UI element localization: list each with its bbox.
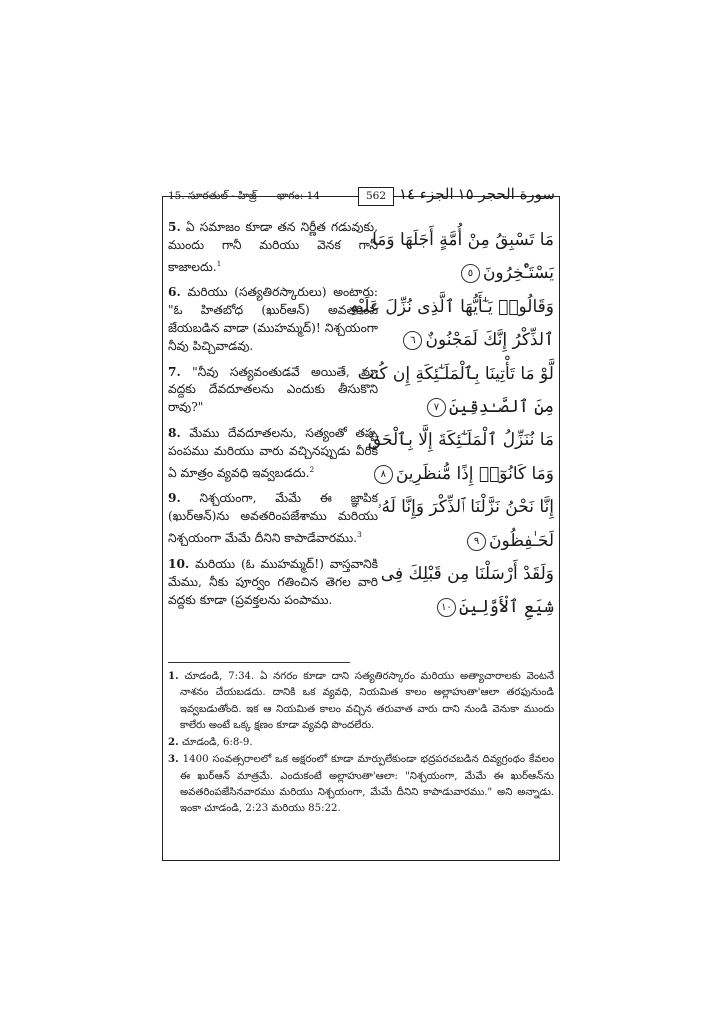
arabic-line: يَسْتَـْٔخِرُونَ٥ bbox=[382, 257, 554, 290]
arabic-line: وَقَالُوا۟ يَـٰٓأَيُّهَا ٱلَّذِى نُزِّلَ عَلَيْهِ bbox=[350, 296, 554, 317]
footnote-2: 2. చూడండి, 6:8-9. bbox=[168, 736, 253, 749]
arabic-line: إِنَّا نَحْنُ نَزَّلْنَا ٱلذِّكْرَ وَإِنَّا لَهُۥ bbox=[377, 497, 554, 518]
part-label-telugu: భాగం: 14 bbox=[277, 190, 320, 202]
page-number: 562 bbox=[358, 187, 394, 206]
arabic-column bbox=[350, 224, 554, 625]
arabic-line: لَحَـٰفِظُونَ٩ bbox=[382, 525, 554, 558]
juz-label-arabic: الجزء ١٤ bbox=[399, 185, 454, 203]
arabic-line: مِنَ ٱلصَّـٰدِقِينَ٧ bbox=[382, 391, 554, 424]
translation-column bbox=[168, 219, 378, 617]
footnote-ref: 1 bbox=[216, 258, 222, 268]
arabic-line: شِيَعِ ٱلْأَوَّلِينَ١٠ bbox=[382, 591, 554, 624]
surah-title-arabic: سورة الحجر ١٥ bbox=[457, 185, 555, 203]
verse-5: 5. ఏ సమాజం కూడా తన నిర్ణీత గడువుకు, ముందు గానీ మరియు వెనక గానీ కాజాలదు.$^1$ bbox=[168, 220, 379, 274]
arabic-line: مَا نُنَزِّلُ ٱلْمَلَـٰٓئِكَةَ إِلَّا بِٱلْحَقِّ bbox=[367, 430, 554, 451]
verse-6: 6. మరియు (సత్యతిరస్కారులు) అంటారు: "ఓ హితబోధ (ఖుర్ఆన్) అవతరింప జేయబడిన వాడా (ముహమ్మద్)! నిశ్చయంగా నీవు పిచ్చివాడవు. bbox=[168, 285, 378, 353]
verse-10: 10. మరియు (ఓ ముహమ్మద్!) వాస్తవానికి మేము, నీకు పూర్వం గతించిన తెగల వారి వద్దకు కూడా (ప్రవక్తలను పంపాము. bbox=[168, 556, 378, 607]
verse-9: 9. నిశ్చయంగా, మేమే ఈ జ్ఞాపిక (ఖుర్ఆన్)ను అవతరింపజేశాము మరియు నిశ్చయంగా మేమే దీనిని కాపాడేవారము.$^3$ bbox=[168, 491, 378, 546]
ayah-number-marker: ٥ bbox=[461, 264, 480, 283]
footnote-1: 1. చూడండి, 7:34. ఏ నగరం కూడా దాని సత్యతిరస్కారం మరియు అత్యాచారాలకు వెంటనే నాశనం చేయబడదు. దానికి ఒక వ్యవధి, నియమిత కాలం అల్లాహుతా'ఆలా తరఫునుండి ఇవ్వబడుతోంది. ఇక ఆ నియమిత కాలం వచ్చిన తరువాత వారు దాని నుండి వెనుకా ముందు కాలేరు అంటే ఒక్క క్షణం కూడా వ్యవధి పొందలేరు. bbox=[168, 670, 554, 731]
ayah-number-marker: ٨ bbox=[374, 465, 393, 484]
arabic-line: وَمَا كَانُوٓا۟ إِذًا مُّنظَرِينَ٨ bbox=[382, 458, 554, 491]
verse-8: 8. మేము దేవదూతలను, సత్యంతో తప్ప పంపము మరియు వారు వచ్చినప్పుడు వీరికి ఏ మాత్రం వ్యవధి ఇవ్వబడదు.$^2$ bbox=[168, 426, 378, 480]
footnote-3: 3. 1400 సంవత్సరాలలో ఒక అక్షరంలో కూడా మార్పులేకుండా భద్రపరచబడిన దివ్యగ్రంథం కేవలం ఈ ఖుర్ఆన్ మాత్రమే. ఎందుకంటే అల్లాహుతా'ఆలా: "నిశ్చయంగా, మేమే ఈ ఖుర్ఆన్‌ను అవతరింపజేసినవారము మరియు నిశ్చయంగా, మేమే దీనిని కాపాడువారము." అని అన్నాడు. ఇంకా చూడండి, 2:23 మరియు 85:22. bbox=[168, 753, 554, 815]
footnote-divider bbox=[168, 662, 350, 663]
ayah-number-marker: ١٠ bbox=[437, 598, 456, 617]
ayah-number-marker: ٦ bbox=[403, 331, 422, 350]
footnote-ref: 3 bbox=[357, 530, 362, 540]
ayah-number-marker: ٩ bbox=[467, 532, 486, 551]
footnote-ref: 2 bbox=[309, 464, 315, 474]
arabic-line: وَلَقَدْ أَرْسَلْنَا مِن قَبْلِكَ فِى bbox=[380, 564, 554, 585]
footnotes bbox=[168, 668, 554, 818]
page-header bbox=[165, 182, 559, 208]
arabic-line: ٱلذِّكْرُ إِنَّكَ لَمَجْنُونٌ٦ bbox=[382, 324, 554, 357]
arabic-line: لَّوْ مَا تَأْتِينَا بِٱلْمَلَـٰٓئِكَةِ إِن كُنتَ bbox=[357, 363, 554, 384]
ayah-number-marker: ٧ bbox=[427, 398, 446, 417]
surah-title-telugu: 15. సూరతుల్ - హిజ్ర్ bbox=[168, 190, 257, 202]
verse-7: 7. "నీవు సత్యవంతుడవే అయితే, మా వద్దకు దేవదూతలను ఎందుకు తీసుకొని రావు?" bbox=[168, 364, 378, 415]
arabic-line: مَا تَسْبِقُ مِنْ أُمَّةٍ أَجَلَهَا وَمَا bbox=[372, 230, 554, 250]
